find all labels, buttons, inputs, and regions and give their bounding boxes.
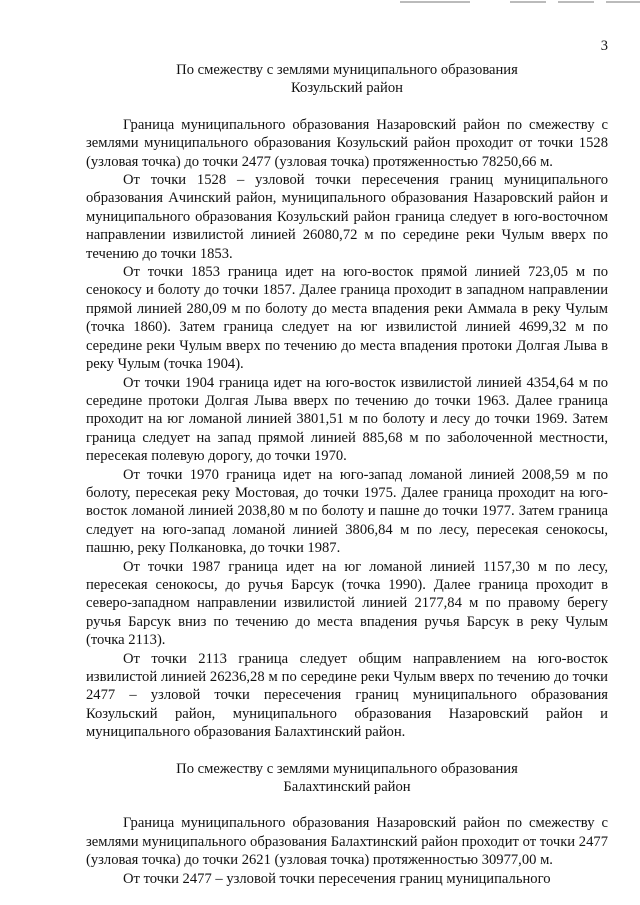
section-kozulsky [86, 61, 608, 742]
section-heading-line2: Козульский район [291, 80, 403, 97]
section-balakhtinsky [86, 760, 608, 888]
page-number: 3 [600, 38, 608, 54]
paragraph: Граница муниципального образования Назаровский район по смежеству с землями муниципального образования Козульский район проходит от точки 1528 (узловая точка) до точки 2477 (узловая точка) протяженностью 78250,66 м. [86, 116, 608, 170]
paragraph: От точки 1970 граница идет на юго-запад ломаной линией 2008,59 м по болоту, пересекая реку Мостовая, до точки 1975. Далее граница проходит на юго-восток ломаной линией 2038,80 м по болоту и пашне до точки 1977. Затем граница следует на юго-запад ломаной линией 3806,84 м по лесу, пересекая сенокосы, пашню, реку Полкановка, до точки 1987. [86, 466, 608, 557]
section-heading [86, 760, 608, 797]
document-body [86, 61, 608, 888]
paragraph: От точки 1987 граница идет на юг ломаной линией 1157,30 м по лесу, пересекая сенокосы, до ручья Барсук (точка 1990). Далее граница проходит в северо-западном направлении извилистой линией 2177,84 м по правому берегу ручья Барсук вниз по течению до места впадения ручья Барсук в реку Чулым (точка 2113). [86, 558, 608, 649]
section-heading [86, 61, 608, 98]
section-heading-line1: По смежеству с землями муниципального образования [176, 62, 518, 78]
scan-marks [380, 0, 640, 6]
paragraph: От точки 1904 граница идет на юго-восток извилистой линией 4354,64 м по середине протоки Долгая Лыва вверх по течению до точки 1963. Далее граница проходит на юг ломаной линией 3801,51 м по болоту и лесу до точки 1969. Затем граница следует на запад прямой линией 885,68 м по заболоченной местности, пересекая полевую дорогу, до точки 1970. [86, 374, 608, 465]
section-heading-line1: По смежеству с землями муниципального образования [176, 760, 518, 777]
section-heading-line2: Балахтинский район [283, 779, 411, 796]
paragraph: От точки 2477 – узловой точки пересечения границ муниципального [123, 870, 551, 887]
paragraph: Граница муниципального образования Назаровский район по смежеству с землями муниципального образования Балахтинский район проходит от точки 2477 (узловая точка) до точки 2621 (узловая точка) протяженностью 30977,00 м. [86, 815, 608, 869]
paragraph: От точки 1528 – узловой точки пересечения границ муниципального образования Ачинский район, муниципального образования Назаровский район и муниципального образования Козульский район граница следует в юго-восточном направлении извилистой линией 26080,72 м по середине реки Чулым вверх по течению до точки 1853. [86, 172, 608, 262]
paragraph: От точки 2113 граница следует общим направлением на юго-восток извилистой линией 26236,28 м по середине реки Чулым вверх по течению до точки 2477 – узловой точки пересечения границ муниципального образования Козульский район, муниципального образования Назаровский район и муниципального образования Балахтинский район. [86, 650, 608, 741]
paragraph: От точки 1853 граница идет на юго-восток прямой линией 723,05 м по сенокосу и болоту до точки 1857. Далее граница проходит в западном направлении прямой линией 280,09 м по болоту до места впадения реки Аммала в реку Чулым (точка 1860). Затем граница следует на юг извилистой линией 4699,32 м по середине реки Чулым вверх по течению до места впадения протоки Долгая Лыва в реку Чулым (точка 1904). [86, 264, 608, 373]
